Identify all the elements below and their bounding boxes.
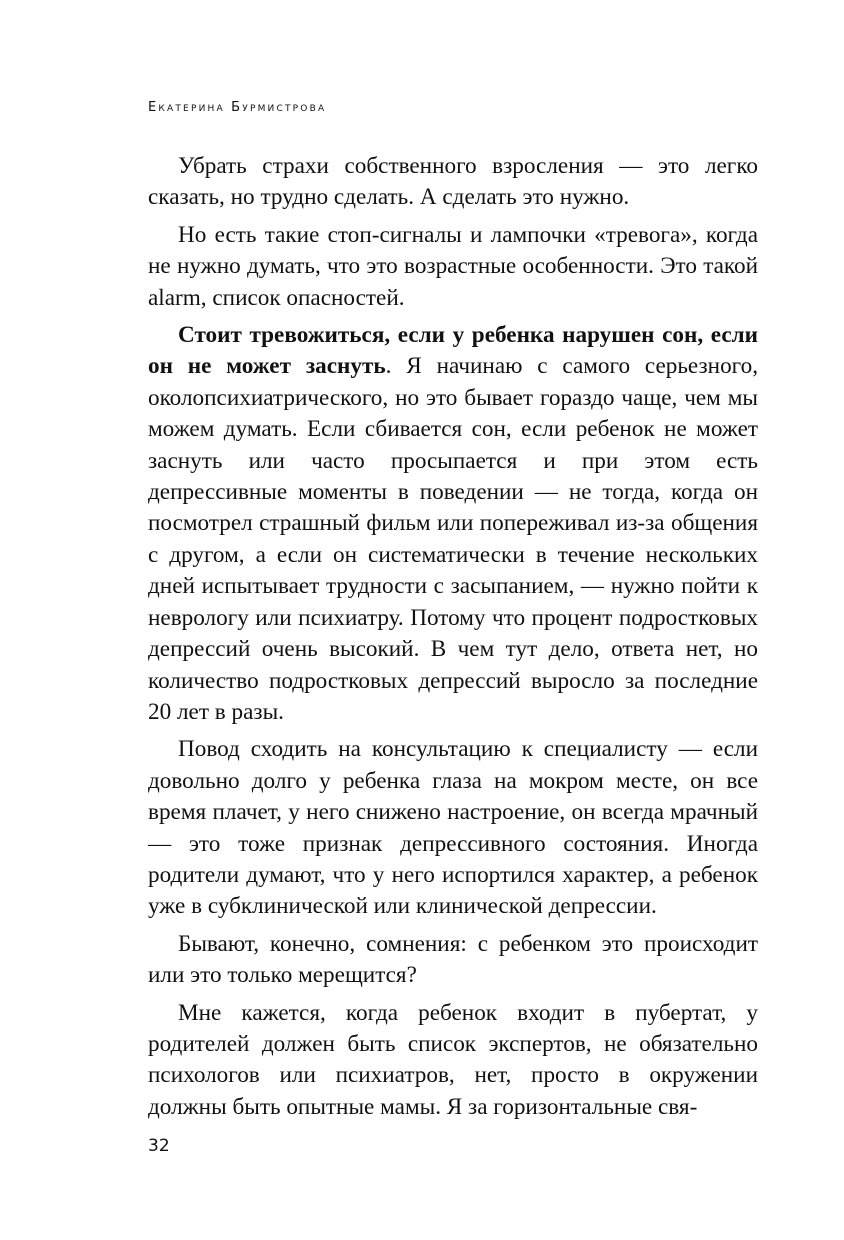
page-number: 32 (148, 1136, 170, 1156)
paragraph-text: Повод сходить на консультацию к специалисту — если довольно долго у ребенка глаза на мокром месте, он все время плачет, у него снижено настроение, он всегда мрачный — это тоже признак депрессивного состояния. Иногда родители думают, что у него испортился характер, а ребенок уже в субклинической или клинической депрессии. (148, 736, 758, 920)
running-head: Екатерина Бурмистрова (148, 100, 327, 115)
paragraph-text: Но есть такие стоп-сигналы и лампочки «тревога», когда не нужно думать, что это возрастные особенности. Это такой alarm, список опасностей. (148, 221, 758, 311)
paragraph (148, 929, 758, 992)
paragraph (148, 151, 758, 214)
paragraph-bold-lead: Стоит тревожиться, если у ребенка нарушен сон, если он не может заснуть (148, 322, 758, 380)
paragraph-text: Бывают, конечно, сомнения: с ребенком это происходит или это только мерещится? (148, 930, 758, 989)
paragraph-text: . Я начинаю с самого серьезного, околопсихиатрического, но это бывает гораздо чаще, чем мы можем думать. Если сбивается сон, если ребенок не может заснуть или часто просыпается и при этом есть депрессивные моменты в поведении — не тогда, когда он посмотрел страшный фильм или попереживал из-за общения с другом, а если он систематически в течение нескольких дней испытывает трудности с засыпанием, — нужно пойти к неврологу или психиатру. Потому что процент подростковых депрессий очень высокий. В чем тут дело, ответа нет, но количество подростковых депрессий выросло за последние 20 лет в разы. (148, 353, 758, 725)
body-text (148, 151, 758, 1129)
paragraph (148, 220, 758, 314)
paragraph-text: Убрать страхи собственного взросления — это легко сказать, но трудно сделать. А сделать это нужно. (148, 153, 758, 211)
paragraph (148, 320, 758, 728)
paragraph-text: Мне кажется, когда ребенок входит в пубертат, у родителей должен быть список экспертов, не обязательно психологов или психиатров, нет, просто в окружении должны быть опытные мамы. Я за горизонтальные свя- (148, 999, 758, 1120)
paragraph (148, 734, 758, 922)
paragraph (148, 998, 758, 1124)
